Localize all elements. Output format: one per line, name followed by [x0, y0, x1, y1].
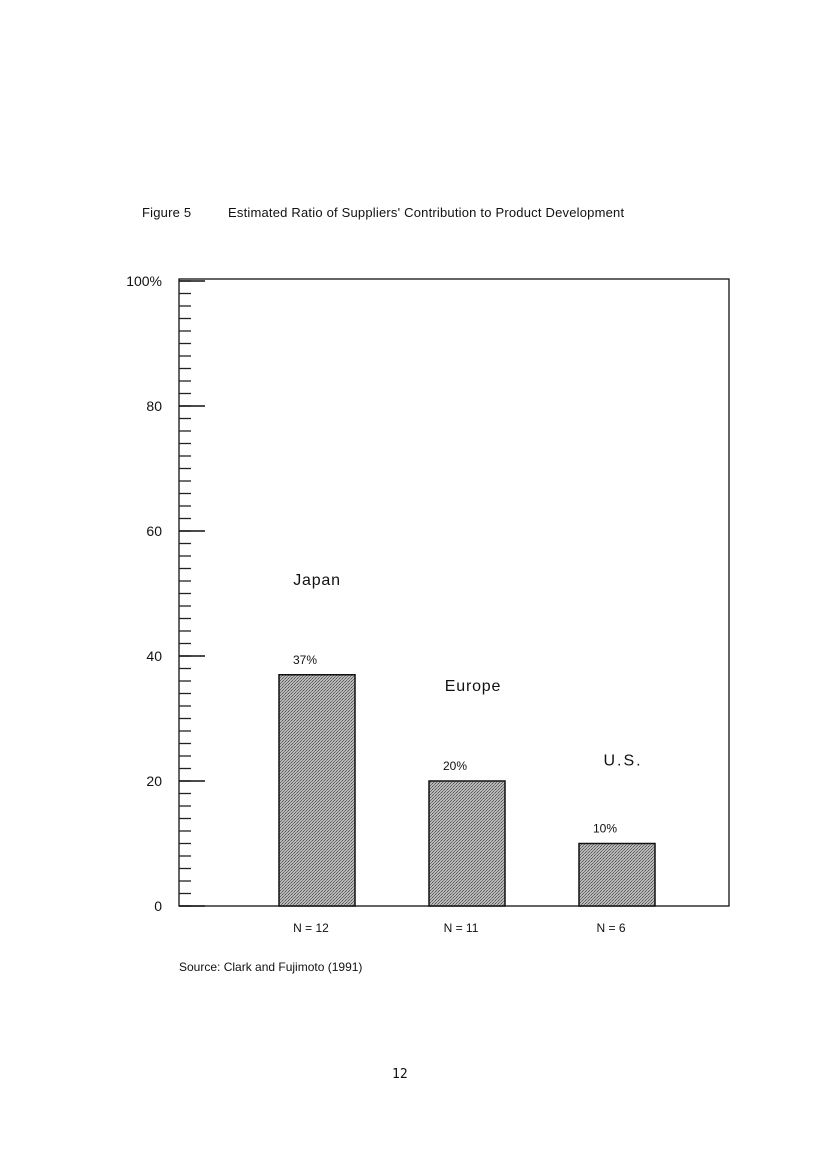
figure-number: Figure 5	[142, 205, 192, 220]
bar	[429, 781, 505, 906]
figure-title: Estimated Ratio of Suppliers' Contribution to Product Development	[228, 205, 625, 220]
y-tick-label: 80	[146, 398, 162, 414]
y-tick-label: 60	[146, 523, 162, 539]
bar-sample-size-label: N = 6	[596, 921, 626, 935]
page-number: 12	[392, 1067, 408, 1082]
y-tick-label: 20	[146, 773, 162, 789]
bar-category-label: Europe	[444, 678, 502, 695]
bar-value-label: 10%	[592, 821, 618, 836]
source-note: Source: Clark and Fujimoto (1991)	[179, 960, 363, 974]
y-tick-label: 40	[146, 648, 162, 664]
bar	[279, 675, 355, 906]
bar-value-label: 37%	[292, 652, 318, 667]
minor-ticks	[179, 281, 191, 906]
bar-sample-size-label: N = 12	[293, 921, 329, 935]
bar-sample-size-label: N = 11	[443, 921, 479, 935]
sample-size-labels	[293, 921, 626, 935]
y-tick-label: 0	[154, 898, 162, 914]
bar	[579, 844, 655, 907]
y-tick-label: 100%	[126, 273, 162, 289]
bars	[279, 675, 655, 906]
bar-category-label: Japan	[293, 571, 341, 589]
bar-category-label: U.S.	[603, 752, 643, 770]
bar-value-label: 20%	[442, 759, 468, 773]
y-tick-labels	[126, 273, 162, 914]
